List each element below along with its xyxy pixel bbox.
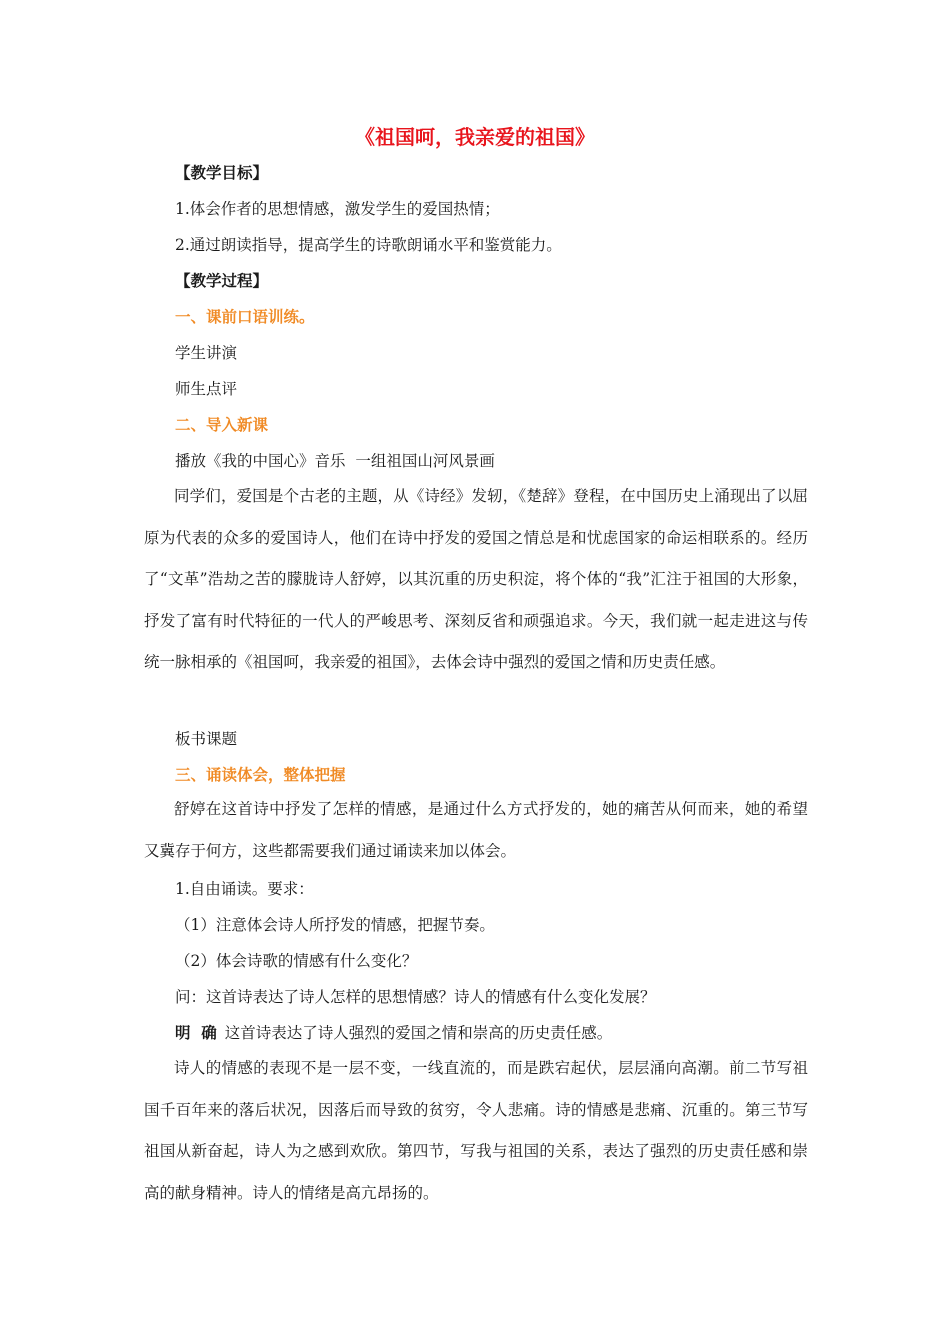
section3-paragraph: 舒婷在这首诗中抒发了怎样的情感，是通过什么方式抒发的，她的痛苦从何而来，她的希望又冀存于何方，这些都需要我们通过诵读来加以体会。 <box>144 800 808 860</box>
section3-closing-paragraph: 诗人的情感的表现不是一层不变，一线直流的，而是跌宕起伏，层层涌向高潮。前二节写祖国千百年来的落后状况，因落后而导致的贫穷，令人悲痛。诗的情感是悲痛、沉重的。第三节写祖国从新奋起，诗人为之感到欢欣。第四节，写我与祖国的关系，表达了强烈的历史责任感和崇高的献身精神。诗人的情绪是高亢昂扬的。 <box>144 1059 808 1202</box>
section1-line-2: 师生点评 <box>175 380 238 398</box>
section3-requirement-1: （1）注意体会诗人所抒发的情感，把握节奏。 <box>175 916 495 934</box>
section3-answer <box>175 1021 612 1045</box>
section1-line-1: 学生讲演 <box>175 344 238 362</box>
section2-line-after: 板书课题 <box>175 730 238 748</box>
section3-step-1: 1.自由诵读。要求： <box>175 880 314 898</box>
document-title: 《祖国呵，我亲爱的祖国》 <box>355 125 595 149</box>
section3-heading: 三、诵读体会，整体把握 <box>175 766 346 784</box>
teaching-goal-item-1: 1.体会作者的思想情感，激发学生的爱国热情； <box>175 200 500 218</box>
section2-line-1: 播放《我的中国心》音乐 一组祖国山河风景画 <box>175 452 495 470</box>
teaching-goals-heading: 【教学目标】 <box>175 164 269 182</box>
section2-heading: 二、导入新课 <box>175 416 269 434</box>
answer-label: 明 确 <box>175 1024 217 1042</box>
teaching-goal-item-2: 2.通过朗读指导，提高学生的诗歌朗诵水平和鉴赏能力。 <box>175 236 562 254</box>
teaching-process-heading: 【教学过程】 <box>175 272 269 290</box>
section1-heading: 一、课前口语训练。 <box>175 308 315 326</box>
section3-question: 问：这首诗表达了诗人怎样的思想情感？诗人的情感有什么变化发展？ <box>175 988 656 1006</box>
answer-text: 这首诗表达了诗人强烈的爱国之情和崇高的历史责任感。 <box>224 1024 613 1042</box>
section2-paragraph: 同学们，爱国是个古老的主题，从《诗经》发轫，《楚辞》登程，在中国历史上涌现出了以屈原为代表的众多的爱国诗人，他们在诗中抒发的爱国之情总是和忧虑国家的命运相联系的。经历了“文革”浩劫之苦的朦胧诗人舒婷，以其沉重的历史积淀，将个体的“我”汇注于祖国的大形象，抒发了富有时代特征的一代人的严峻思考、深刻反省和顽强追求。今天，我们就一起走进这与传统一脉相承的《祖国呵，我亲爱的祖国》，去体会诗中强烈的爱国之情和历史责任感。 <box>144 487 808 671</box>
section3-requirement-2: （2）体会诗歌的情感有什么变化？ <box>175 952 418 970</box>
